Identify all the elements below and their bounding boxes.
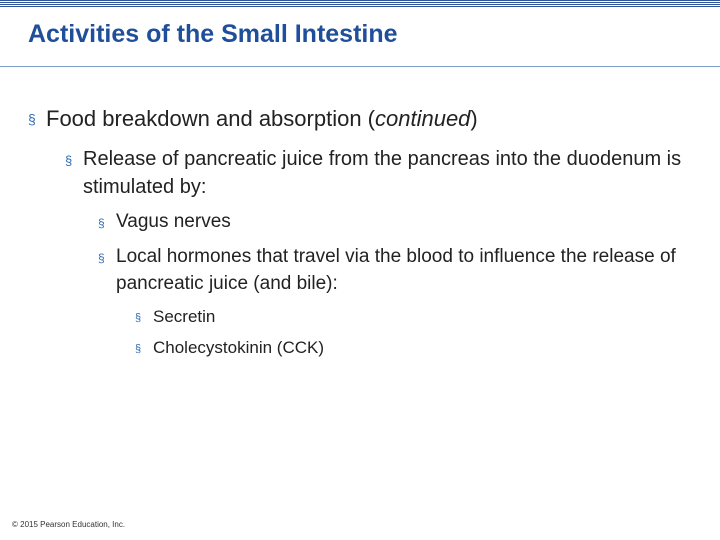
bullet-level4-secretin [135, 306, 215, 329]
bullet-text: Vagus nerves [116, 211, 231, 232]
bullet-text: Release of pancreatic juice from the pancreas into the duodenum is stimulated by: [83, 148, 682, 198]
bullet-text: Cholecystokinin (CCK) [153, 338, 324, 357]
bullet-text: Local hormones that travel via the blood to influence the release of pancreatic juice (and bile): [116, 246, 676, 294]
bullet-level2-pancreatic-juice [65, 145, 705, 201]
copyright-footer: © 2015 Pearson Education, Inc. [12, 520, 126, 529]
bullet-text-emphasis: continued [375, 106, 471, 131]
top-decorative-stripes [0, 0, 720, 8]
bullet-text [46, 106, 478, 132]
bullet-square-icon: § [98, 251, 105, 265]
bullet-level1-food-breakdown [28, 106, 478, 132]
bullet-text-part: ) [470, 106, 478, 131]
bullet-square-icon: § [28, 111, 36, 127]
bullet-square-icon: § [98, 216, 105, 230]
bullet-square-icon: § [135, 312, 142, 324]
slide-title: Activities of the Small Intestine [28, 20, 398, 48]
bullet-level3-vagus-nerves [98, 208, 708, 237]
bullet-square-icon: § [65, 153, 73, 168]
bullet-square-icon: § [135, 343, 142, 355]
bullet-level3-local-hormones [98, 243, 708, 297]
bullet-text: Secretin [153, 307, 216, 326]
title-divider [0, 66, 720, 67]
bullet-level4-cck [135, 337, 324, 360]
bullet-text-part: Food breakdown and absorption ( [46, 106, 375, 131]
